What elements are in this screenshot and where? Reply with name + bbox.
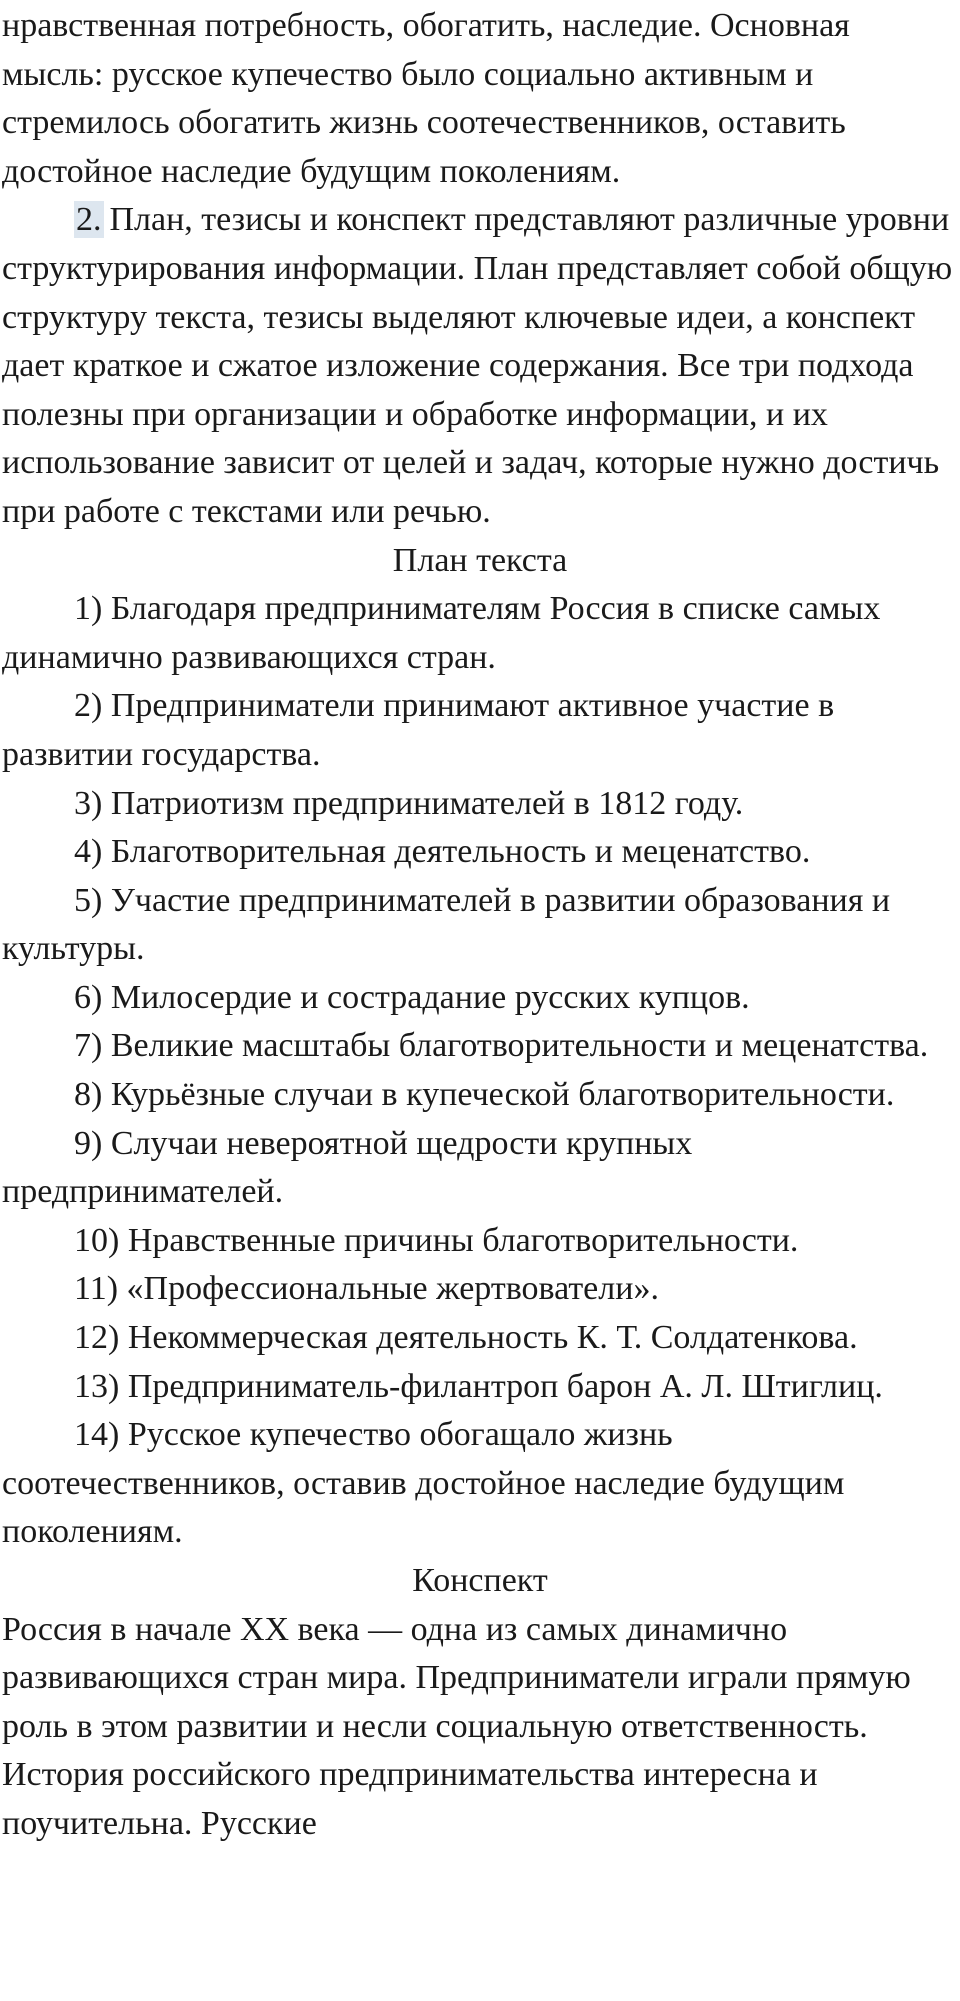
plan-item: 4) Благотворительная деятельность и меценатство. bbox=[74, 833, 811, 871]
plan-item: 2) Предприниматели принимают активное участие в развитии государства. bbox=[2, 687, 835, 773]
plan-item: 9) Случаи невероятной щедрости крупных предпринимателей. bbox=[2, 1124, 693, 1211]
answer-2-paragraph bbox=[2, 196, 958, 536]
plan-item: 1) Благодаря предпринимателям Россия в списке самых динамично развивающихся стран. bbox=[2, 590, 881, 676]
plan-item: 6) Милосердие и сострадание русских купцов. bbox=[74, 978, 750, 1016]
plan-item: 5) Участие предпринимателей в развитии образования и культуры. bbox=[2, 881, 891, 968]
plan-item: 3) Патриотизм предпринимателей в 1812 году. bbox=[74, 784, 744, 822]
plan-item: 7) Великие масштабы благотворительности и меценатства. bbox=[74, 1027, 929, 1065]
answer-number: 2. bbox=[76, 201, 102, 239]
plan-item: 12) Некоммерческая деятельность К. Т. Солдатенкова. bbox=[74, 1319, 858, 1357]
intro-paragraph: нравственная потребность, обогатить, наследие. Основная мысль: русское купечество было социально активным и стремилось обогатить жизнь соотечественников, оставить достойное наследие будущим поколениям. bbox=[2, 7, 850, 190]
plan-heading: План текста bbox=[392, 541, 568, 579]
plan-item: 10) Нравственные причины благотворительности. bbox=[74, 1221, 799, 1259]
plan-item: 11) «Профессиональные жертвователи». bbox=[74, 1270, 659, 1308]
plan-item: 8) Курьёзные случаи в купеческой благотворительности. bbox=[74, 1076, 895, 1114]
summary-heading: Конспект bbox=[412, 1562, 548, 1599]
plan-list bbox=[2, 585, 958, 1557]
plan-item: 14) Русское купечество обогащало жизнь соотечественников, оставив достойное наследие будущим поколениям. bbox=[2, 1416, 845, 1551]
summary-paragraph: Россия в начале XX века — одна из самых динамично развивающихся стран мира. Предприниматели играли прямую роль в этом развитии и несли социальную ответственность. История российского предпринимательства интересна и поучительна. Русские bbox=[2, 1610, 911, 1842]
document-page bbox=[2, 0, 958, 1849]
answer-2-text: План, тезисы и конспект представляют различные уровни структурирования информации. План представляет собой общую структуру текста, тезисы выделяют ключевые идеи, а конспект дает краткое и сжатое изложение содержания. Все три подхода полезны при организации и обработке информации, и их использование зависит от целей и задач, которые нужно достичь при работе с текстами или речью. bbox=[2, 201, 953, 530]
plan-item: 13) Предприниматель-филантроп барон А. Л. Штиглиц. bbox=[74, 1367, 883, 1405]
